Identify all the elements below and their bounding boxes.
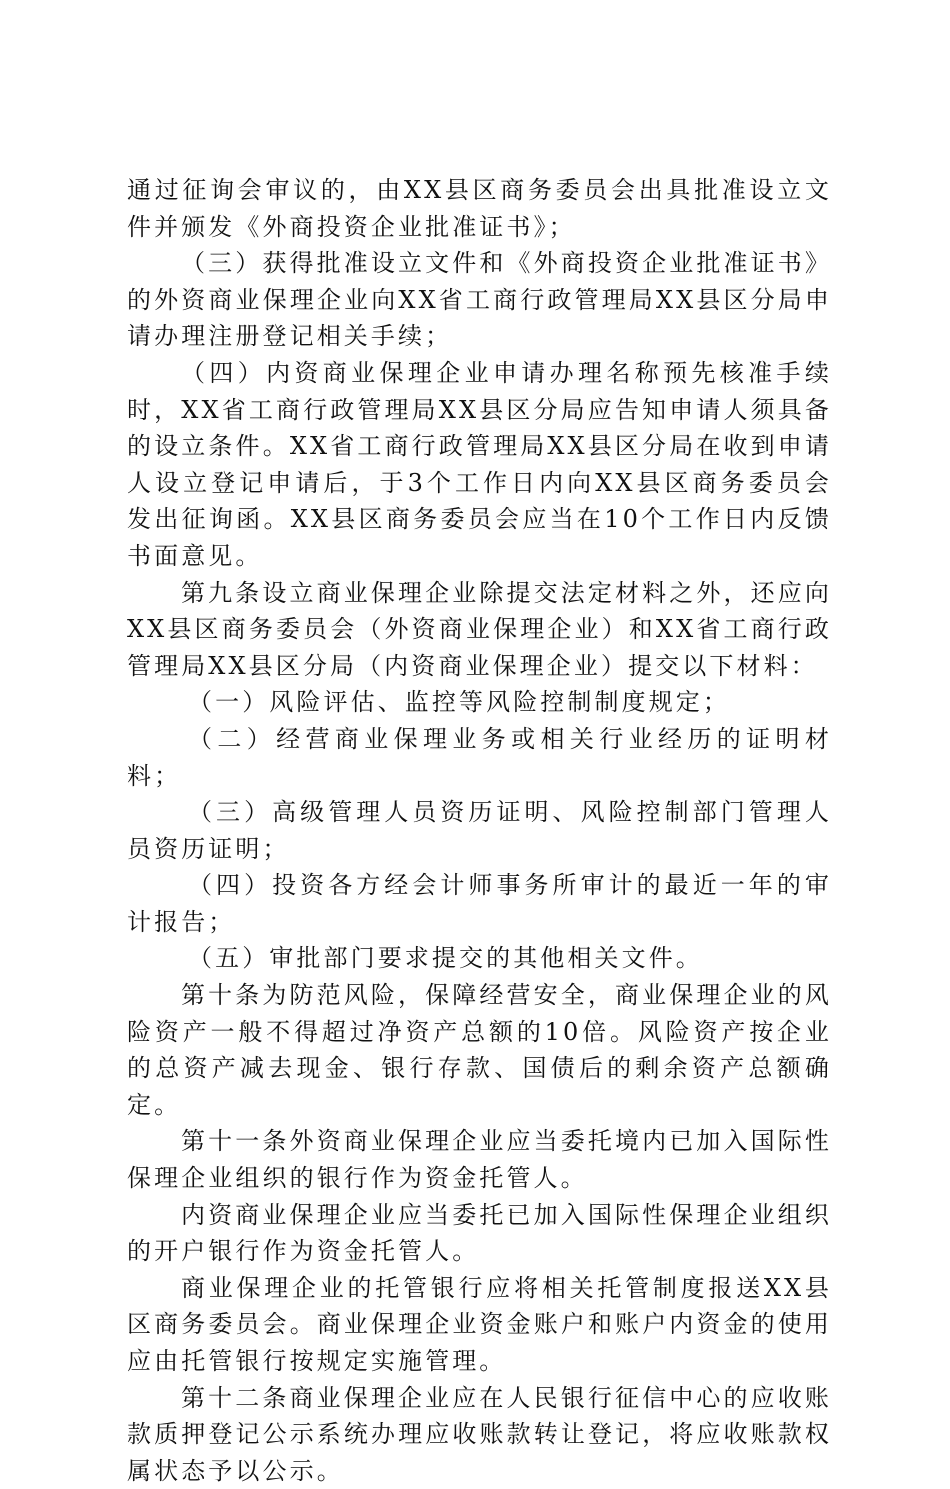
list-item-1: （一）风险评估、监控等风险控制制度规定； (188, 688, 730, 717)
paragraph-domestic-custody: 内资商业保理企业应当委托已加入国际性保理企业组织的开户银行作为资金托管人。 (127, 1200, 832, 1266)
paragraph-continuation: 通过征询会审议的，由XX县区商务委员会出具批准设立文件并颁发《外商投资企业批准证书》； (127, 176, 832, 241)
list-item-5: （五）审批部门要求提交的其他相关文件。 (188, 944, 703, 973)
document-body (127, 172, 832, 1489)
list-item-2: （二）经营商业保理业务或相关行业经历的证明材料； (127, 724, 832, 790)
list-item-3: （三）高级管理人员资历证明、风险控制部门管理人员资历证明； (127, 798, 832, 863)
paragraph-custody-bank: 商业保理企业的托管银行应将相关托管制度报送XX县区商务委员会。商业保理企业资金账户和账户内资金的使用应由托管银行按规定实施管理。 (127, 1273, 832, 1375)
paragraph-article-9: 第九条设立商业保理企业除提交法定材料之外，还应向XX县区商务委员会（外资商业保理企业）和XX省工商行政管理局XX县区分局（内资商业保理企业）提交以下材料： (127, 578, 832, 680)
list-item-4: （四）投资各方经会计师事务所审计的最近一年的审计报告； (127, 871, 832, 936)
paragraph-article-10: 第十条为防范风险，保障经营安全，商业保理企业的风险资产一般不得超过净资产总额的10倍。风险资产按企业的总资产减去现金、银行存款、国债后的剩余资产总额确定。 (127, 981, 832, 1119)
paragraph-item-4-name-approval: （四）内资商业保理企业申请办理名称预先核准手续时，XX省工商行政管理局XX县区分局应告知申请人须具备的设立条件。XX省工商行政管理局XX县区分局在收到申请人设立登记申请后，于3个工作日内向XX县区商务委员会发出征询函。XX县区商务委员会应当在10个工作日内反馈书面意见。 (127, 358, 832, 570)
paragraph-article-11: 第十一条外资商业保理企业应当委托境内已加入国际性保理企业组织的银行作为资金托管人。 (127, 1127, 832, 1193)
paragraph-article-12: 第十二条商业保理企业应在人民银行征信中心的应收账款质押登记公示系统办理应收账款转让登记，将应收账款权属状态予以公示。 (127, 1383, 832, 1485)
paragraph-item-3-registration: （三）获得批准设立文件和《外商投资企业批准证书》的外资商业保理企业向XX省工商行政管理局XX县区分局申请办理注册登记相关手续； (127, 249, 832, 351)
